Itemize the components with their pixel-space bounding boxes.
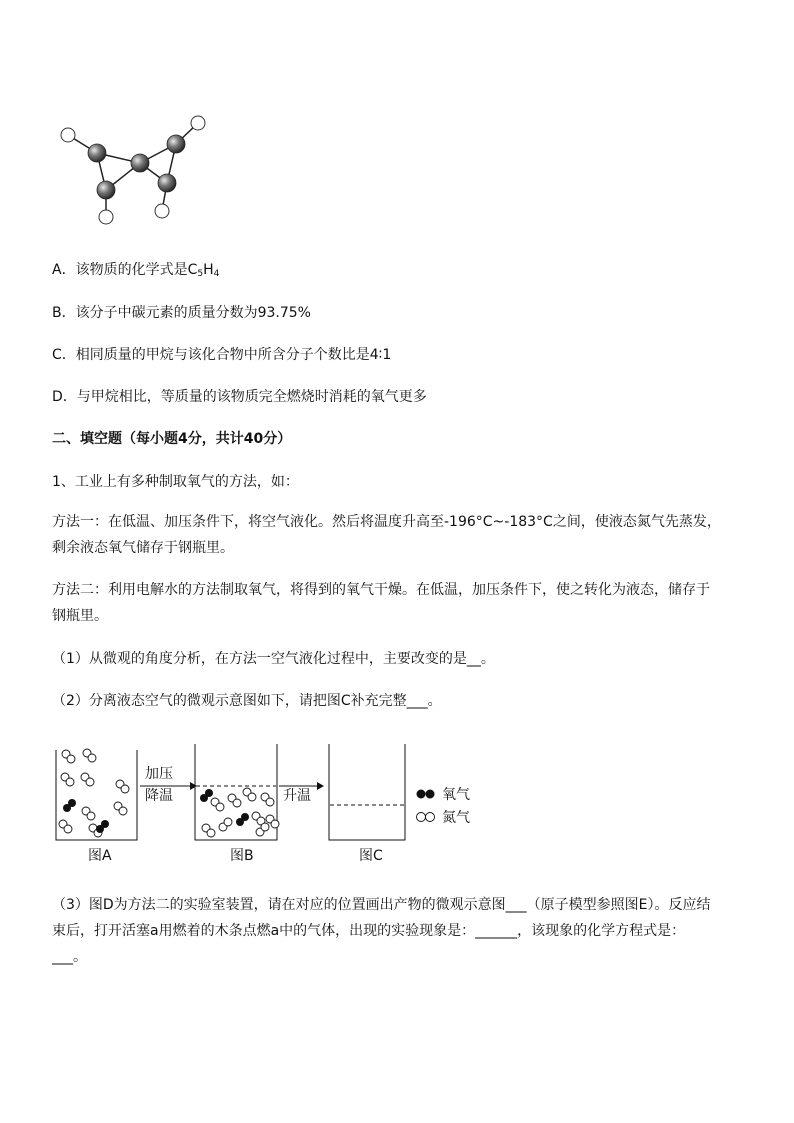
sub-question-1: （1）从微观的角度分析，在方法一空气液化过程中，主要改变的是__。: [52, 651, 495, 667]
nitrogen-molecules-b: [202, 788, 279, 837]
legend-oxygen-icon: [417, 790, 435, 799]
legend-nitrogen-label: 氮气: [442, 810, 470, 826]
hydrogen-atom: [155, 204, 169, 218]
method-2-line-2: 钢瓶里。: [52, 608, 108, 624]
option-a-mid: H: [203, 262, 214, 278]
carbon-atom: [131, 154, 149, 172]
method-2-line-1: 方法二：利用电解水的方法制取氧气，将得到的氧气干燥。在低温，加压条件下，使之转化为液态，储存于: [52, 582, 710, 598]
method-1-line-2: 剩余液态氧气储存于钢瓶里。: [52, 540, 234, 556]
sub-question-3-line-2: 束后，打开活塞a用燃着的木条点燃a中的气体，出现的实验现象是：______，该现象的化学方程式是：: [52, 923, 686, 939]
figure-b-label: 图B: [230, 848, 254, 864]
arrow-1-label-bottom: 降温: [145, 788, 173, 804]
sub-question-2: （2）分离液态空气的微观示意图如下，请把图C补充完整___。: [52, 693, 442, 709]
arrow-2-label: 升温: [283, 788, 311, 804]
method-1-line-1: 方法一：在低温、加压条件下，将空气液化。然后将温度升高至-196°C~-183°C之间，使液态氮气先蒸发，: [52, 514, 721, 530]
separation-figure: [50, 740, 480, 868]
sub-question-3-line-1: （3）图D为方法二的实验室装置，请在对应的位置画出产物的微观示意图___（原子模型参照图E）。反应结: [52, 897, 711, 913]
option-a-sub2: 4: [213, 269, 220, 279]
sub-question-3-line-3: ___。: [52, 949, 87, 965]
option-a: [52, 257, 752, 287]
carbon-atom: [167, 135, 185, 153]
legend-nitrogen-icon: [417, 813, 435, 822]
molecule-diagram: [50, 110, 230, 230]
beaker-c: [329, 744, 405, 840]
figure-a-label: 图A: [88, 848, 112, 864]
carbon-atom: [88, 144, 106, 162]
figure-c-label: 图C: [359, 848, 383, 864]
carbon-atom: [158, 174, 176, 192]
nitrogen-molecules-a: [59, 749, 129, 837]
hydrogen-atom: [61, 128, 75, 142]
hydrogen-atom: [191, 116, 205, 130]
hydrogen-atom: [99, 210, 113, 224]
option-a-text: A．该物质的化学式是C: [52, 262, 198, 278]
legend-oxygen-label: 氧气: [442, 787, 470, 803]
question-1-intro: 1、工业上有多种制取氧气的方法，如：: [52, 474, 299, 490]
option-c: C．相同质量的甲烷与该化合物中所含分子个数比是4∶1: [52, 347, 392, 363]
section-heading: 二、填空题（每小题4分，共计40分）: [52, 431, 292, 447]
option-b: B．该分子中碳元素的质量分数为93.75%: [52, 305, 311, 321]
arrow-1-label-top: 加压: [145, 766, 173, 782]
option-d: D．与甲烷相比，等质量的该物质完全燃烧时消耗的氧气更多: [52, 389, 427, 405]
option-a-sub1: 5: [197, 269, 204, 279]
carbon-atom: [97, 181, 115, 199]
